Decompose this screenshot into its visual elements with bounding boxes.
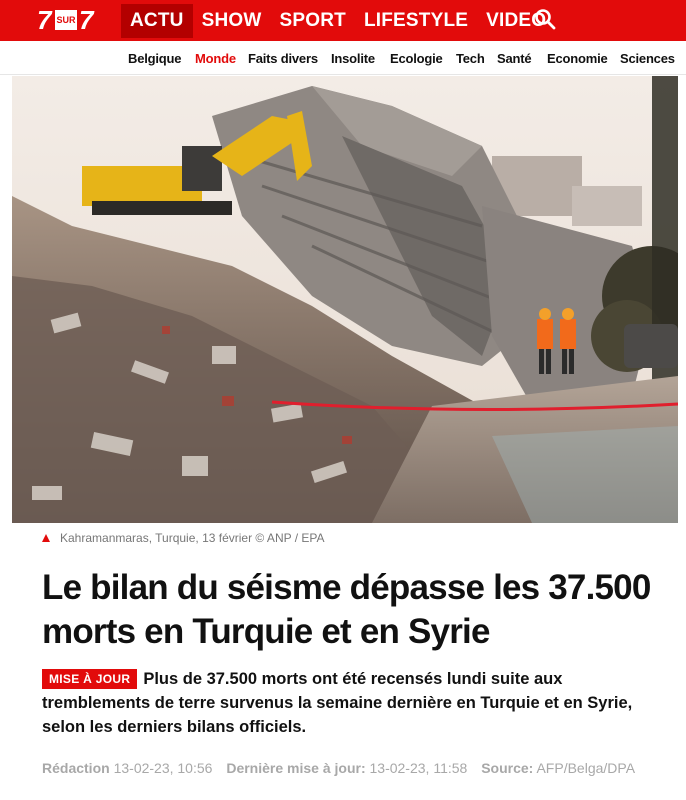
- logo-seven-left: 7: [37, 5, 52, 35]
- published-time: 13-02-23, 10:56: [113, 760, 213, 776]
- subnav-tech[interactable]: Tech: [456, 51, 485, 66]
- article-meta: [42, 757, 652, 779]
- source-value: AFP/Belga/DPA: [536, 760, 636, 776]
- logo-seven-right: 7: [79, 5, 94, 35]
- nav-video[interactable]: VIDEO: [486, 9, 547, 31]
- subnav-insolite[interactable]: Insolite: [331, 51, 375, 66]
- updated-label: Dernière mise à jour:: [226, 760, 366, 776]
- section-nav: [0, 41, 686, 75]
- earthquake-rubble-photo: [12, 76, 678, 523]
- author-label: Rédaction: [42, 760, 110, 776]
- nav-actu[interactable]: ACTU: [121, 4, 193, 38]
- site-logo[interactable]: [37, 6, 101, 34]
- nav-show[interactable]: SHOW: [201, 9, 262, 31]
- subnav-sciences[interactable]: Sciences: [620, 51, 675, 66]
- search-icon[interactable]: [534, 8, 556, 30]
- photo-caption: Kahramanmaras, Turquie, 13 février © ANP / EPA: [60, 531, 325, 545]
- source-label: Source:: [481, 760, 534, 776]
- top-navigation-bar: [0, 0, 686, 41]
- article-lead: [42, 667, 662, 739]
- logo-sur: SUR: [55, 10, 77, 30]
- lead-text: Plus de 37.500 morts ont été recensés lundi suite aux tremblements de terre survenus la semaine dernière en Turquie et en Syrie, selon les derniers bilans officiels.: [42, 670, 633, 736]
- subnav-monde[interactable]: Monde: [195, 51, 236, 66]
- article-photo[interactable]: [12, 76, 678, 523]
- updated-time: 13-02-23, 11:58: [369, 760, 468, 776]
- nav-sport[interactable]: SPORT: [279, 9, 346, 31]
- article-title: Le bilan du séisme dépasse les 37.500 morts en Turquie et en Syrie: [42, 568, 651, 651]
- subnav-ecologie[interactable]: Ecologie: [390, 51, 443, 66]
- nav-lifestyle[interactable]: LIFESTYLE: [363, 9, 469, 31]
- subnav-economie[interactable]: Economie: [547, 51, 608, 66]
- subnav-belgique[interactable]: Belgique: [128, 51, 182, 66]
- main-nav: [121, 0, 555, 41]
- subnav-faits-divers[interactable]: Faits divers: [248, 51, 318, 66]
- update-badge: MISE À JOUR: [42, 669, 137, 689]
- caption-triangle-icon: [42, 534, 50, 542]
- subnav-sante[interactable]: Santé: [497, 51, 532, 66]
